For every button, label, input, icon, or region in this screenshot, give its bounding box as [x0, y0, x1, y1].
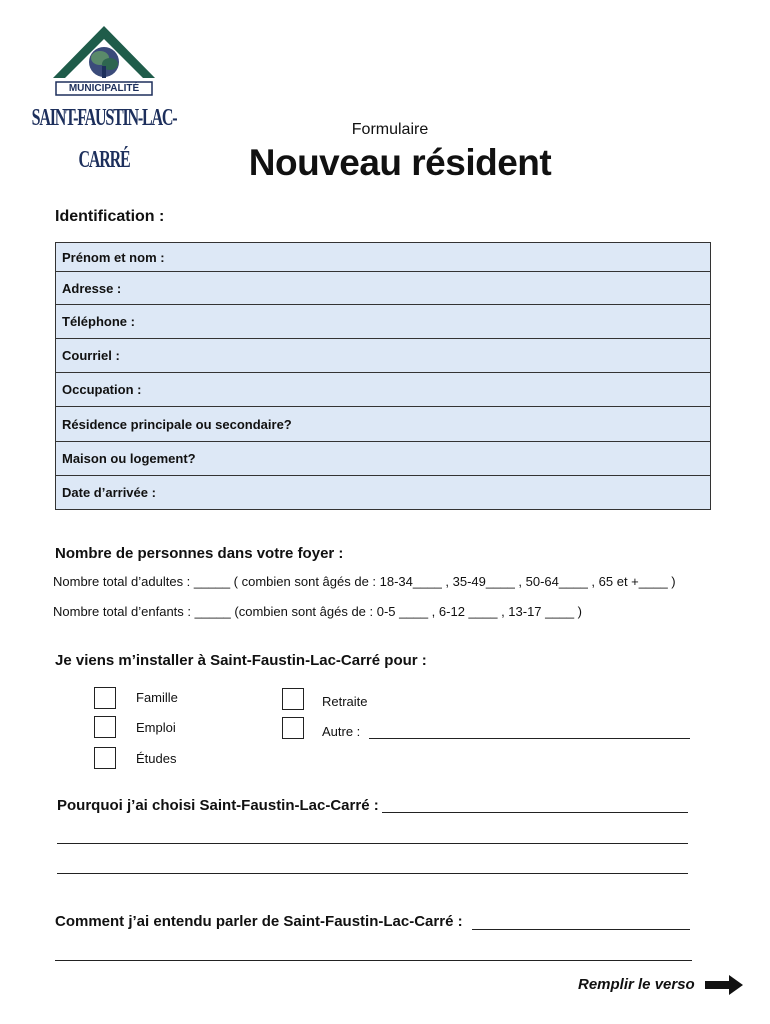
retraite-label: Retraite	[322, 694, 368, 709]
autre-checkbox[interactable]	[282, 717, 304, 739]
famille-checkbox[interactable]	[94, 687, 116, 709]
identification-heading: Identification :	[55, 208, 165, 225]
field-phone[interactable]	[56, 305, 710, 339]
field-label: Téléphone :	[62, 314, 135, 329]
why-label: Pourquoi j’ai choisi Saint-Faustin-Lac-Carré :	[57, 797, 379, 814]
field-residence-type[interactable]	[56, 407, 710, 442]
etudes-label: Études	[136, 751, 177, 766]
heard-input-line-2[interactable]	[55, 960, 692, 961]
logo-banner-text: MUNICIPALITÉ	[68, 83, 140, 94]
arrow-right-icon	[705, 975, 743, 995]
why-input-line[interactable]	[382, 812, 688, 813]
famille-label: Famille	[136, 690, 178, 705]
reasons-heading: Je viens m’installer à Saint-Faustin-Lac-Carré pour :	[55, 652, 427, 669]
field-address[interactable]	[56, 272, 710, 305]
field-housing-type[interactable]	[56, 442, 710, 476]
autre-label: Autre :	[322, 724, 361, 739]
autre-input-line[interactable]	[369, 738, 690, 739]
field-label: Prénom et nom :	[62, 249, 165, 265]
field-label: Courriel :	[62, 348, 120, 363]
page-title: Nouveau résident	[248, 142, 552, 183]
etudes-checkbox[interactable]	[94, 747, 116, 769]
field-label: Date d’arrivée :	[62, 485, 156, 500]
form-subtitle: Formulaire	[351, 121, 429, 138]
field-label: Maison ou logement?	[62, 451, 196, 466]
field-email[interactable]	[56, 339, 710, 373]
fill-verso-text: Remplir le verso	[578, 976, 695, 993]
adults-count-line[interactable]: Nombre total d’adultes : _____ ( combien sont âgés de : 18-34____ , 35-49____ , 50-64____ , 65 et +____ )	[53, 574, 676, 589]
retraite-checkbox[interactable]	[282, 688, 304, 710]
field-occupation[interactable]	[56, 373, 710, 407]
logo-name-text: SAINT-FAUSTIN-LAC-CARRÉ	[31, 105, 177, 173]
field-label: Adresse :	[62, 280, 122, 296]
why-input-line-3[interactable]	[57, 873, 688, 874]
field-name[interactable]	[56, 243, 710, 272]
heard-label: Comment j’ai entendu parler de Saint-Faustin-Lac-Carré :	[55, 913, 463, 930]
emploi-label: Emploi	[136, 720, 176, 735]
municipality-logo	[26, 22, 182, 173]
children-count-line[interactable]: Nombre total d’enfants : _____ (combien sont âgés de : 0-5 ____ , 6-12 ____ , 13-17 ____ )	[53, 604, 583, 619]
identification-table	[55, 242, 711, 510]
field-label: Occupation :	[62, 382, 142, 397]
household-heading: Nombre de personnes dans votre foyer :	[55, 545, 344, 562]
heard-input-line[interactable]	[472, 929, 690, 930]
field-label: Résidence principale ou secondaire?	[62, 416, 292, 432]
emploi-checkbox[interactable]	[94, 716, 116, 738]
why-input-line-2[interactable]	[57, 843, 688, 844]
field-arrival-date[interactable]	[56, 476, 710, 509]
